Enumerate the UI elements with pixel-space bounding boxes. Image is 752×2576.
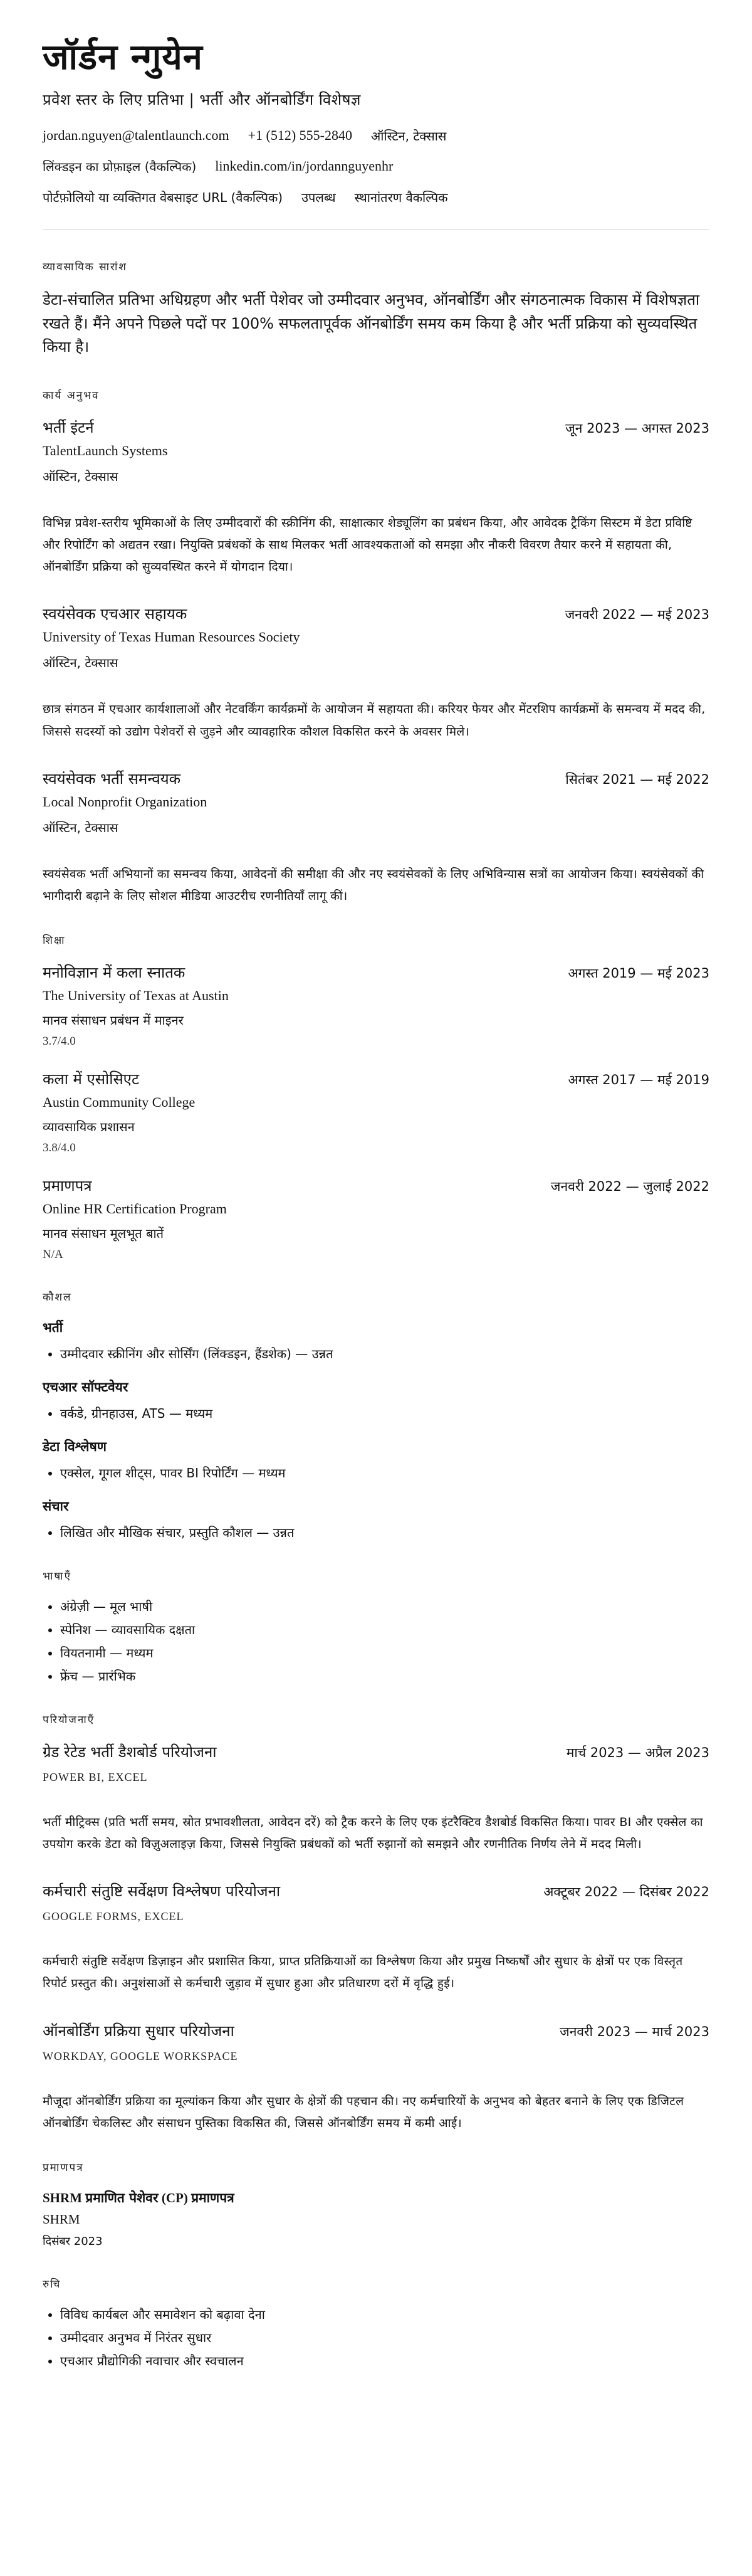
job-description: छात्र संगठन में एचआर कार्यशालाओं और नेटवर्किंग कार्यक्रमों के आयोजन में सहायता की। करियर फेयर और मेंटरशिप कार्यक्रमों के समन्वय में मदद की, जिससे सदस्यों को उद्योग पेशेवरों से जुड़ने और व्यावहारिक कौशल विकसित करने के अवसर मिले। xyxy=(43,702,706,739)
project-item xyxy=(43,1881,709,1995)
project-description: कर्मचारी संतुष्टि सर्वेक्षण डिज़ाइन और प्रशासित किया, प्राप्त प्रतिक्रियाओं का विश्लेषण किया और प्रमुख निष्कर्षों और सुधार के क्षेत्रों पर एक विस्तृत रिपोर्ट प्रस्तुत की। अनुशंसाओं से कर्मचारी जुड़ाव में सुधार हुआ और प्रतिधारण दरों में वृद्धि हुई। xyxy=(43,1955,683,1991)
job-description: विभिन्न प्रवेश-स्तरीय भूमिकाओं के लिए उम्मीदवारों की स्क्रीनिंग की, साक्षात्कार शेड्यूलिंग का प्रबंधन किया, और आवेदक ट्रैकिंग सिस्टम में डेटा प्रविष्टि और रिपोर्टिंग को अद्यतन रखा। नियुक्ति प्रबंधकों के साथ मिलकर भर्ती आवश्यकताओं को समझा और नौकरी विवरण तैयार करने में सहायता की, ऑनबोर्डिंग प्रक्रिया को सुव्यवस्थित करने में योगदान दिया। xyxy=(43,515,692,574)
certification-name xyxy=(43,2189,709,2207)
section-title-languages: भाषाएँ xyxy=(43,1570,71,1583)
interest-item: • उम्मीदवार अनुभव में निरंतर सुधार xyxy=(60,2329,709,2346)
certification-date: दिसंबर 2023 xyxy=(43,2234,103,2248)
interest-item: • एचआर प्रौद्योगिकी नवाचार और स्वचालन xyxy=(60,2352,709,2369)
language-item: • वियतनामी — मध्यम xyxy=(60,1644,709,1661)
availability: उपलब्ध xyxy=(301,190,336,206)
project-date: अक्टूबर 2022 — दिसंबर 2022 xyxy=(543,1884,709,1900)
job-location: ऑस्टिन, टेक्सास xyxy=(43,468,118,484)
school-name: Online HR Certification Program xyxy=(43,1200,227,1217)
job-date: जनवरी 2022 — मई 2023 xyxy=(565,607,709,623)
education-date: अगस्त 2019 — मई 2023 xyxy=(568,965,709,981)
section-title-skills: कौशल xyxy=(43,1291,72,1304)
language-item: • फ्रेंच — प्रारंभिक xyxy=(60,1667,709,1684)
certifications-list xyxy=(43,2189,709,2249)
languages-list xyxy=(43,1598,709,1684)
interest-item: • विविध कार्यबल और समावेशन को बढ़ावा देना xyxy=(60,2306,709,2323)
project-title: ग्रेड रेटेड भर्ती डैशबोर्ड परियोजना xyxy=(43,1743,217,1761)
section-title-certifications: प्रमाणपत्र xyxy=(43,2161,84,2174)
experience-item xyxy=(43,417,709,578)
certification-issuer: SHRM xyxy=(43,2211,80,2227)
project-tech: POWER BI, EXCEL xyxy=(43,1770,148,1783)
skill-item: • लिखित और मौखिक संचार, प्रस्तुति कौशल — उन्नत xyxy=(60,1524,709,1541)
education-date: अगस्त 2017 — मई 2019 xyxy=(568,1072,709,1087)
projects-list xyxy=(43,1741,709,2135)
education-item xyxy=(43,1175,709,1262)
project-description: मौजूदा ऑनबोर्डिंग प्रक्रिया का मूल्यांकन किया और सुधार के क्षेत्रों की पहचान की। नए कर्मचारियों के अनुभव को बेहतर बनाने के लिए एक डिजिटल ऑनबोर्डिंग चेकलिस्ट और संसाधन पुस्तिका विकसित की, जिससे ऑनबोर्डिंग समय में कमी आई। xyxy=(43,2094,684,2130)
project-item xyxy=(43,1741,709,1855)
section-title-projects: परियोजनाएँ xyxy=(43,1713,95,1726)
candidate-name: जॉर्डन न्गुयेन xyxy=(43,37,203,78)
headline: प्रवेश स्तर के लिए प्रतिभा | भर्ती और ऑनबोर्डिंग विशेषज्ञ xyxy=(43,91,361,109)
project-tech: WORKDAY, GOOGLE WORKSPACE xyxy=(43,2049,238,2062)
job-date: जून 2023 — अगस्त 2023 xyxy=(565,420,709,436)
education-item xyxy=(43,962,709,1048)
section-title-summary: व्यावसायिक सारांश xyxy=(43,261,127,274)
project-date: मार्च 2023 — अप्रैल 2023 xyxy=(566,1745,709,1760)
skill-item: • उम्मीदवार स्क्रीनिंग और सोर्सिंग (लिंक्डइन, हैंडशेक) — उन्नत xyxy=(60,1345,709,1362)
school-name: The University of Texas at Austin xyxy=(43,987,229,1003)
contact-row-1 xyxy=(43,127,709,144)
linkedin-label: लिंक्डइन का प्रोफ़ाइल (वैकल्पिक) xyxy=(43,159,197,175)
project-date: जनवरी 2023 — मार्च 2023 xyxy=(560,2024,709,2039)
gpa: 3.8/4.0 xyxy=(43,1141,76,1154)
skill-group xyxy=(43,1378,709,1422)
project-title: कर्मचारी संतुष्टि सर्वेक्षण विश्लेषण परियोजना xyxy=(43,1882,281,1901)
education-item xyxy=(43,1069,709,1155)
section-title-education: शिक्षा xyxy=(43,934,66,947)
experience-list xyxy=(43,417,709,907)
interests-list xyxy=(43,2306,709,2369)
skill-group xyxy=(43,1319,709,1362)
education-list xyxy=(43,962,709,1262)
job-description: स्वयंसेवक भर्ती अभियानों का समन्वय किया, आवेदनों की समीक्षा की और नए स्वयंसेवकों के लिए अभिविन्यास सत्रों का आयोजन किया। स्वयंसेवकों की भागीदारी बढ़ाने के लिए सोशल मीडिया आउटरीच रणनीतियाँ लागू कीं। xyxy=(43,867,704,903)
gpa: 3.7/4.0 xyxy=(43,1034,76,1048)
skill-item: • एक्सेल, गूगल शीट्स, पावर BI रिपोर्टिंग — मध्यम xyxy=(60,1464,709,1481)
skills-list xyxy=(43,1319,709,1541)
email-link[interactable]: jordan.nguyen@talentlaunch.com xyxy=(43,127,229,144)
experience-item xyxy=(43,603,709,742)
certification-name-suffix: प्रमाणपत्र xyxy=(191,2190,234,2205)
phone-number[interactable]: +1 (512) 555-2840 xyxy=(248,127,353,144)
project-description: भर्ती मीट्रिक्स (प्रति भर्ती समय, स्रोत प्रभावशीलता, आवेदन दरें) को ट्रैक करने के लिए एक इंटरैक्टिव डैशबोर्ड विकसित किया। पावर BI और एक्सेल का उपयोग करके डेटा को विज़ुअलाइज़ किया, जिससे नियुक्ति प्रबंधकों को भर्ती रुझानों को समझने और रणनीतिक निर्णय लेने में मदद मिली। xyxy=(43,1815,703,1852)
certification-name-abbr: (CP) xyxy=(161,2190,188,2205)
project-title: ऑनबोर्डिंग प्रक्रिया सुधार परियोजना xyxy=(43,2022,234,2040)
certification-item xyxy=(43,2189,709,2249)
job-title: स्वयंसेवक भर्ती समन्वयक xyxy=(43,769,181,788)
project-item xyxy=(43,2020,709,2135)
language-item: • स्पेनिश — व्यावसायिक दक्षता xyxy=(60,1621,709,1638)
language-item: • अंग्रेज़ी — मूल भाषी xyxy=(60,1598,709,1615)
skill-group-name: एचआर सॉफ्टवेयर xyxy=(43,1379,128,1395)
job-company: University of Texas Human Resources Society xyxy=(43,629,300,645)
skill-group-name: डेटा विश्लेषण xyxy=(43,1438,107,1454)
section-title-interests: रुचि xyxy=(43,2278,61,2291)
portfolio-label: पोर्टफ़ोलियो या व्यक्तिगत वेबसाइट URL (वैकल्पिक) xyxy=(43,190,283,206)
skill-group xyxy=(43,1438,709,1481)
gpa: N/A xyxy=(43,1247,63,1261)
section-title-experience: कार्य अनुभव xyxy=(43,389,100,402)
project-tech: GOOGLE FORMS, EXCEL xyxy=(43,1910,184,1923)
skill-group xyxy=(43,1497,709,1541)
job-date: सितंबर 2021 — मई 2022 xyxy=(565,771,709,787)
skill-group-name: भर्ती xyxy=(43,1319,63,1335)
education-date: जनवरी 2022 — जुलाई 2022 xyxy=(550,1178,709,1194)
degree-title: प्रमाणपत्र xyxy=(43,1176,92,1195)
relocation: स्थानांतरण वैकल्पिक xyxy=(354,190,448,206)
contact-row-3 xyxy=(43,189,709,206)
job-company: TalentLaunch Systems xyxy=(43,442,168,458)
degree-field: मानव संसाधन मूलभूत बातें xyxy=(43,1225,164,1241)
certification-name-prefix: SHRM xyxy=(43,2190,82,2205)
location: ऑस्टिन, टेक्सास xyxy=(371,129,447,144)
degree-title: कला में एसोसिएट xyxy=(43,1070,140,1088)
skill-group-name: संचार xyxy=(43,1498,69,1514)
job-location: ऑस्टिन, टेक्सास xyxy=(43,820,118,835)
skill-item: • वर्कडे, ग्रीनहाउस, ATS — मध्यम xyxy=(60,1405,709,1422)
job-title: भर्ती इंटर्न xyxy=(43,418,94,436)
experience-item xyxy=(43,768,709,907)
degree-title: मनोविज्ञान में कला स्नातक xyxy=(43,963,185,981)
job-title: स्वयंसेवक एचआर सहायक xyxy=(43,605,187,623)
degree-field: व्यावसायिक प्रशासन xyxy=(43,1119,135,1134)
summary-text: डेटा-संचालित प्रतिभा अधिग्रहण और भर्ती पेशेवर जो उम्मीदवार अनुभव, ऑनबोर्डिंग और संगठनात्मक विकास में विशेषज्ञता रखते हैं। मैंने अपने पिछले पदों पर 100% सफलतापूर्वक ऑनबोर्डिंग समय कम किया है और भर्ती प्रक्रिया को सुव्यवस्थित किया है। xyxy=(43,291,700,356)
job-location: ऑस्टिन, टेक्सास xyxy=(43,655,118,671)
degree-field: मानव संसाधन प्रबंधन में माइनर xyxy=(43,1012,184,1028)
contact-row-2 xyxy=(43,158,709,175)
school-name: Austin Community College xyxy=(43,1094,196,1110)
linkedin-link[interactable]: linkedin.com/in/jordannguyenhr xyxy=(215,158,394,174)
job-company: Local Nonprofit Organization xyxy=(43,793,207,810)
certification-name-middle: प्रमाणित पेशेवर xyxy=(85,2190,159,2205)
